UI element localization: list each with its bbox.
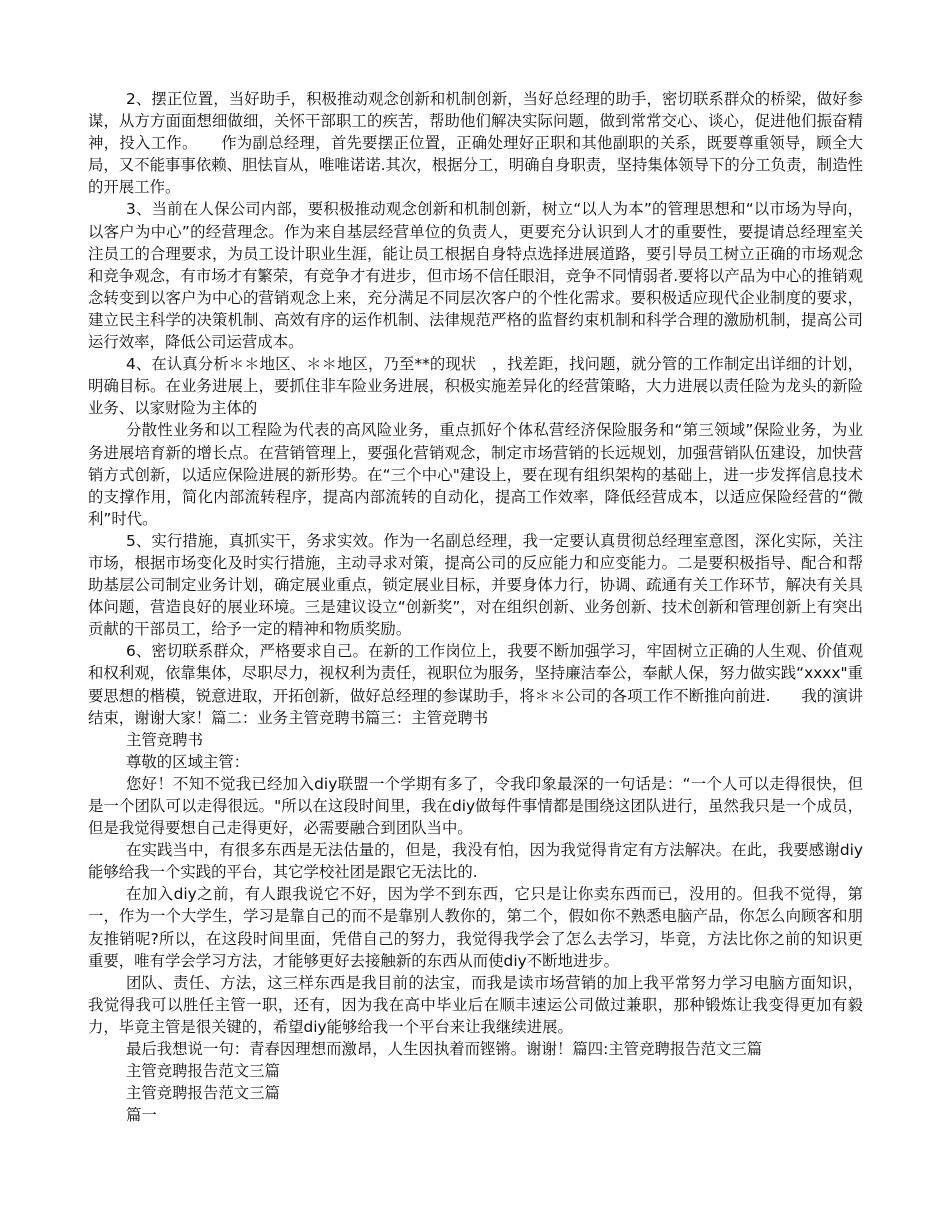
trailing-heading-2: 主管竞聘报告范文三篇 (126, 1084, 280, 1103)
paragraph-item-4: 4、在认真分析＊＊地区、＊＊地区，乃至**的现状 ，找差距，找问题，就分管的工作制定出详细的计划，明确目标。在业务进展上，要抓住非车险业务进展，积极实施差异化的经营策略，大力进展以责任险为龙头的新险业务、以家财险为主体的 (88, 355, 863, 418)
paragraph-item-6: 6、密切联系群众，严格要求自己。在新的工作岗位上，我要不断加强学习，牢固树立正确的人生观、价值观和权利观，依靠集体，尽职尽力，视权利为责任，视职位为服务，坚持廉洁奉公，奉献人保，努力做实践“xxxx"重要思想的楷模，锐意进取，开拓创新，做好总经理的参谋助手，将＊＊公司的各项工作不断推向前进. 我的演讲结束，谢谢大家！篇二：业务主管竞聘书篇三：主管竞聘书 (88, 642, 863, 727)
speech-paragraph-3: 在加入diy之前，有人跟我说它不好，因为学不到东西，它只是让你卖东西而已，没用的。但我不觉得，第一，作为一个大学生，学习是靠自己的而不是靠别人教你的，第二个，假如你不熟悉电脑产品，你怎么向顾客和朋友推销呢?所以，在这段时间里面，凭借自己的努力，我觉得我学会了怎么去学习，毕竟，方法比你之前的知识更重要，唯有学会学习方法，才能够更好去接触新的东西从而使diy不断地进步。 (88, 885, 863, 970)
paragraph-continuation: 分散性业务和以工程险为代表的高风险业务，重点抓好个体私营经济保险服务和“第三领域”保险业务，为业务进展培育新的增长点。在营销管理上，要强化营销观念，制定市场营销的长远规划，加强营销队伍建设，加快营销方式创新，以适应保险进展的新形势。在“三个中心"建设上，要在现有组织架构的基础上，进一步发挥信息技术的支撑作用，简化内部流转程序，提高内部流转的自动化，提高工作效率，降低经营成本，以适应保险经营的“微利”时代。 (88, 421, 863, 528)
speech-paragraph-2: 在实践当中，有很多东西是无法估量的，但是，我没有怕，因为我觉得肯定有方法解决。在此，我要感谢diy能够给我一个实践的平台，其它学校社团是跟它无法比的. (88, 841, 863, 882)
greeting-line: 尊敬的区域主管： (126, 752, 250, 771)
paragraph-item-2: 2、摆正位置，当好助手，积极推动观念创新和机制创新，当好总经理的助手，密切联系群众的桥梁，做好参谋，从方方面面想细做细，关怀干部职工的疾苦，帮助他们解决实际问题，做到常常交心、谈心，促进他们振奋精神，投入工作。 作为副总经理，首先要摆正位置，正确处理好正职和其他副职的关系，既要尊重领导，顾全大局，又不能事事依赖、胆怯盲从，唯唯诺诺.其次，根据分工，明确自身职责，坚持集体领导下的分工负责，制造性的开展工作。 (88, 90, 863, 197)
paragraph-item-5: 5、实行措施，真抓实干，务求实效。作为一名副总经理，我一定要认真贯彻总经理室意图，深化实际，关注市场，根据市场变化及时实行措施，主动寻求对策，提高公司的反应能力和应变能力。二是要积极指导、配合和帮助基层公司制定业务计划，确定展业重点，锁定展业目标，并要身体力行，协调、疏通有关工作环节，解决有关具体问题，营造良好的展业环境。三是建议设立“创新奖”，对在组织创新、业务创新、技术创新和管理创新上有突出贡献的干部员工，给予一定的精神和物质奖励。 (88, 531, 863, 639)
trailing-heading-3: 篇一 (126, 1106, 157, 1125)
section-heading: 主管竞聘书 (126, 730, 203, 749)
document-page (88, 88, 863, 1126)
paragraph-item-3: 3、当前在人保公司内部，要积极推动观念创新和机制创新，树立“以人为本”的管理思想和“以市场为导向，以客户为中心”的经营理念。作为来自基层经营单位的负责人，更要充分认识到人才的重要性，要提请总经理室关注员工的合理要求，为员工设计职业生涯，能让员工根据自身特点选择进展道路，要引导员工树立正确的市场观念和竞争观念，有市场才有繁荣，有竞争才有进步，但市场不信任眼泪，竞争不同情弱者.要将以产品为中心的推销观念转变到以客户为中心的营销观念上来，充分满足不同层次客户的个性化需求。要积极适应现代企业制度的要求，建立民主科学的决策机制、高效有序的运作机制、法律规范严格的监督约束机制和科学合理的激励机制，提高公司运行效率，降低公司运营成本。 (88, 200, 863, 352)
speech-paragraph-1: 您好！不知不觉我已经加入diy联盟一个学期有多了，令我印象最深的一句话是：“一个人可以走得很快，但是一个团队可以走得很远。"所以在这段时间里，我在diy做每件事情都是围绕这团队进行，虽然我只是一个成员，但是我觉得要想自己走得更好，必需要融合到团队当中。 (88, 774, 863, 838)
speech-paragraph-4: 团队、责任、方法，这三样东西是我目前的法宝，而我是读市场营销的加上我平常努力学习电脑方面知识，我觉得我可以胜任主管一职，还有，因为我在高中毕业后在顺丰速运公司做过兼职，那种锻炼让我变得更加有毅力，毕竟主管是很关键的，希望diy能够给我一个平台来让我继续进展。 (88, 973, 863, 1036)
trailing-heading-1: 主管竞聘报告范文三篇 (126, 1062, 280, 1081)
speech-paragraph-5: 最后我想说一句：青春因理想而激昂，人生因执着而铿锵。谢谢！篇四:主管竞聘报告范文三篇 (126, 1040, 763, 1059)
